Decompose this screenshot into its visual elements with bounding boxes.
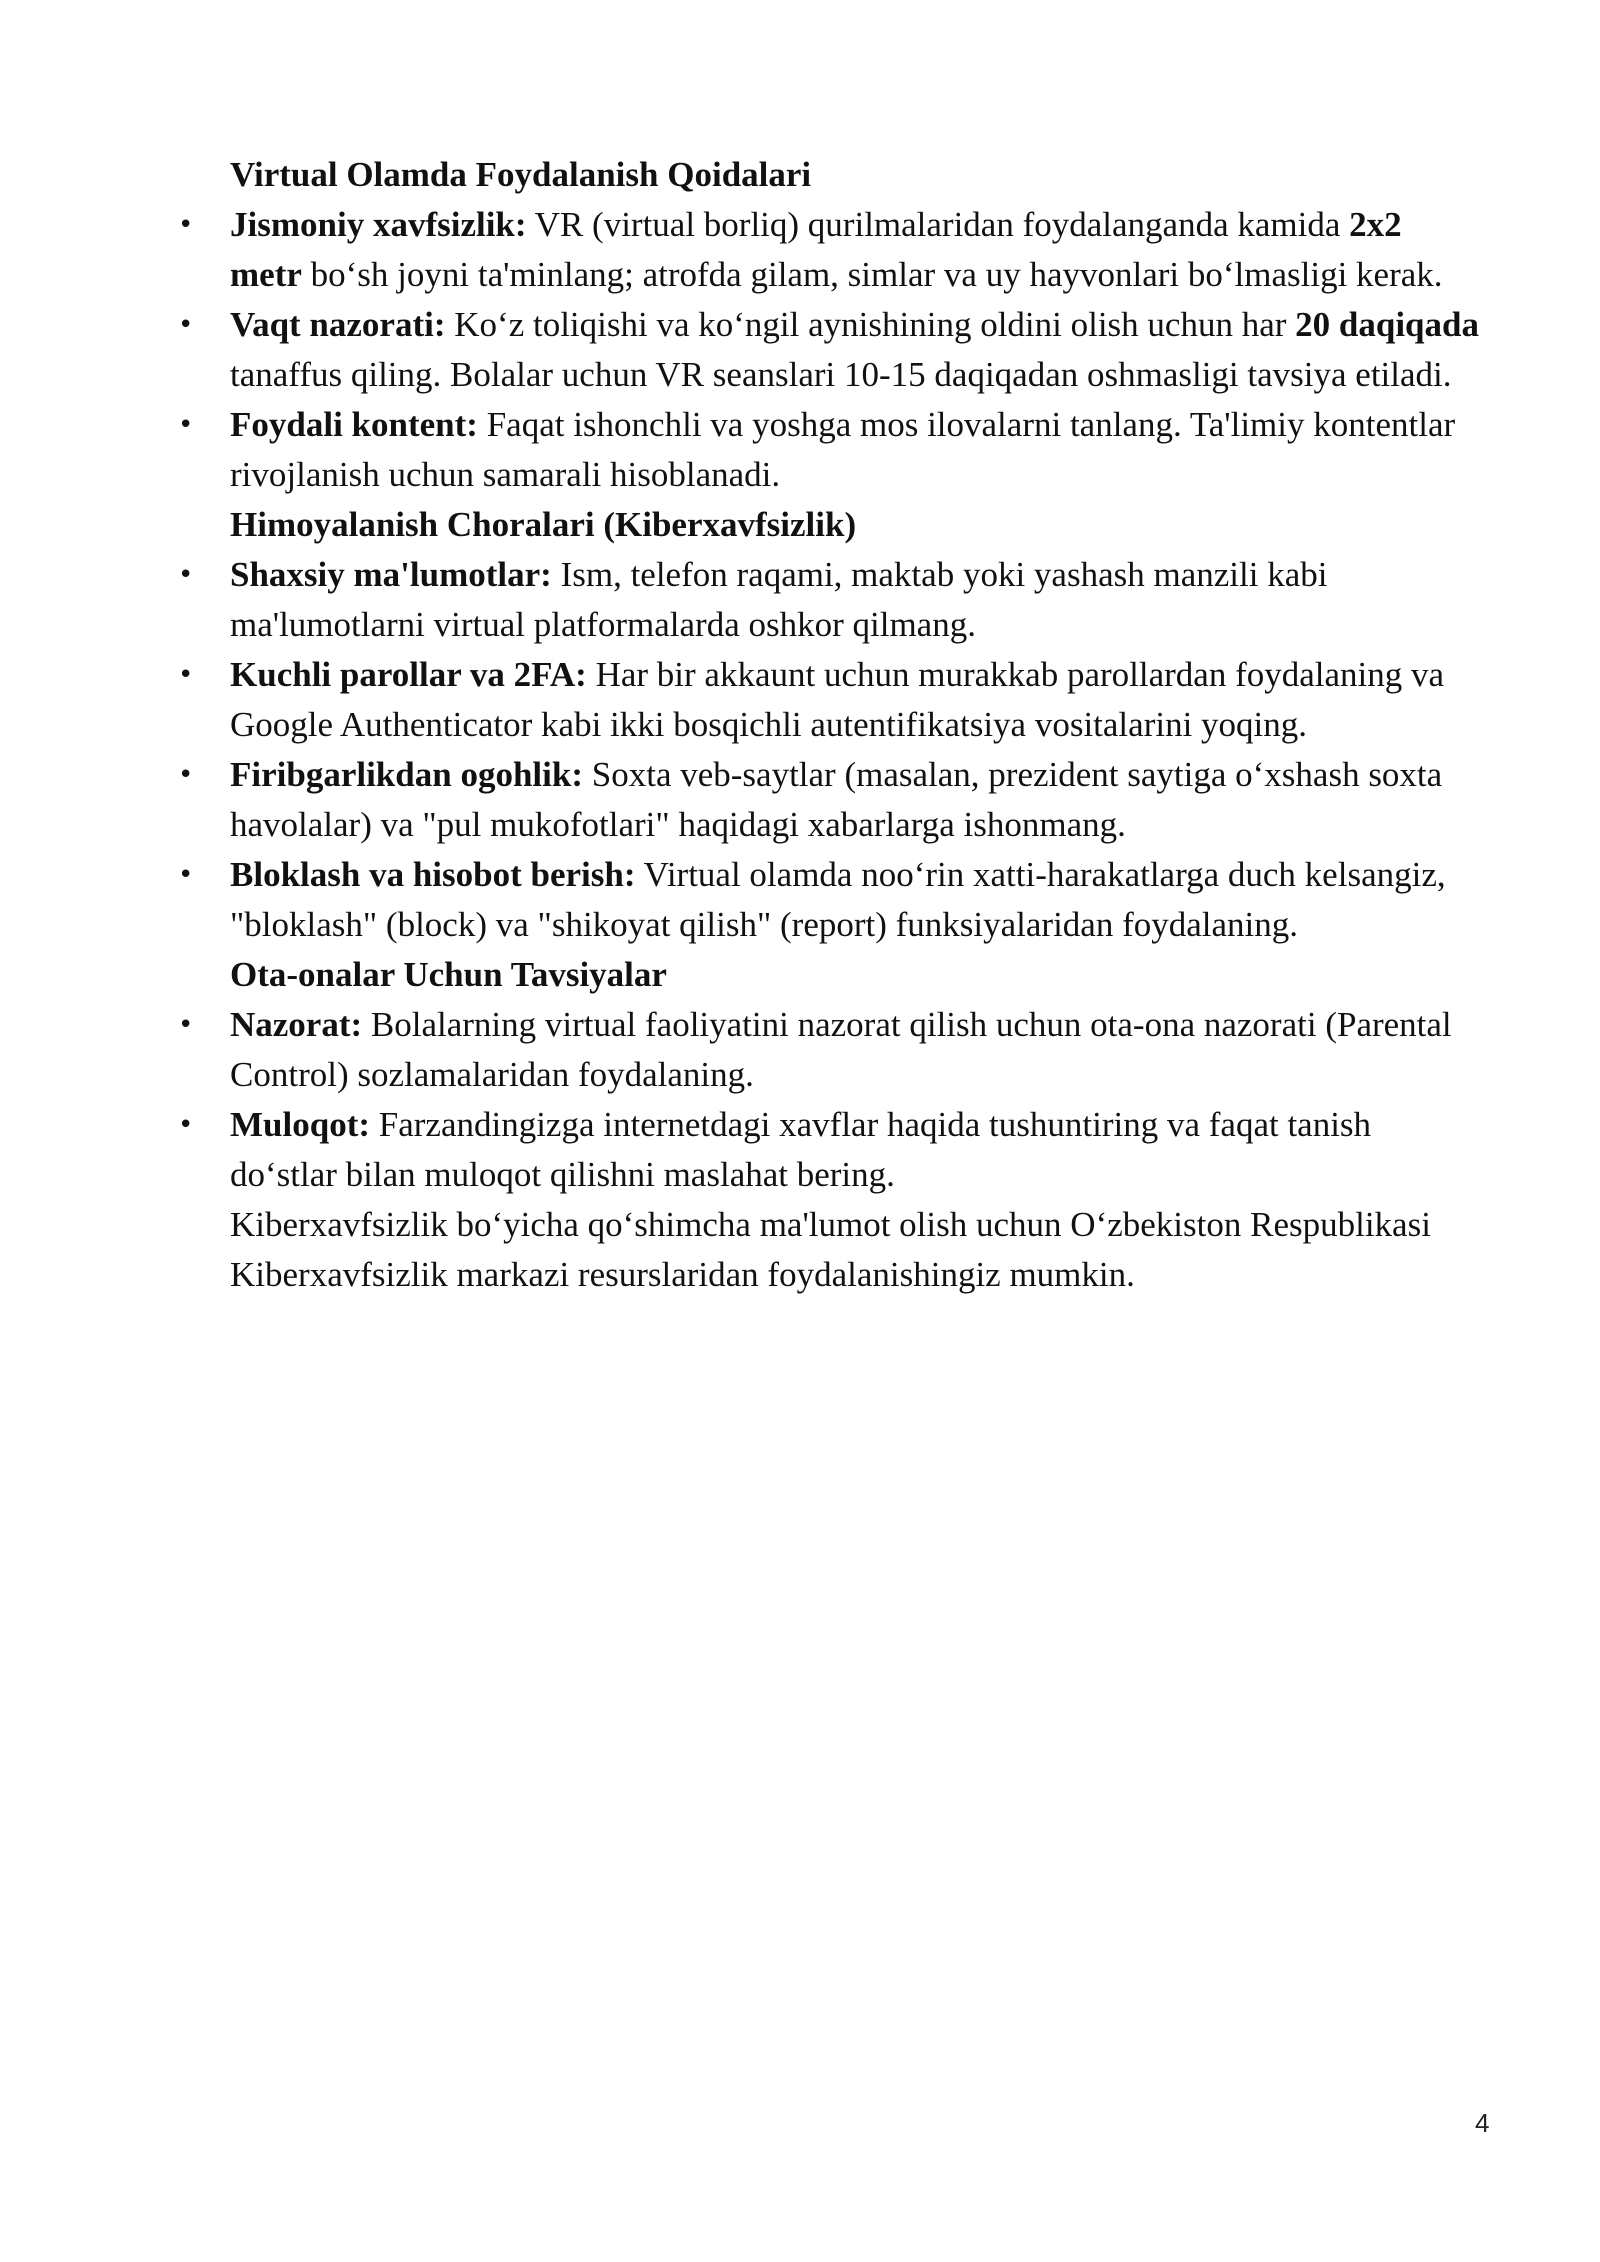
list-item (178, 300, 1480, 400)
item-text: tanaffus qiling. Bolalar uchun VR seanslari 10-15 daqiqadan oshmasligi tavsiya etiladi. (230, 355, 1452, 394)
bullet-marker: • (178, 1010, 194, 1040)
item-text: Soxta veb-saytlar (masalan, prezident saytiga o‘xshash soxta havolalar) va "pul mukofotlari" haqidagi xabarlarga ishonmang. (230, 755, 1443, 844)
item-text: Ism, telefon raqami, maktab yoki yashash manzili kabi ma'lumotlarni virtual platformalarda oshkor qilmang. (230, 555, 1328, 644)
bullet-marker: • (178, 660, 194, 690)
item-term: Kuchli parollar va 2FA: (230, 655, 587, 694)
list-item (178, 750, 1480, 850)
page-number: 4 (1475, 2108, 1490, 2138)
list-item (178, 650, 1480, 750)
item-term: Nazorat: (230, 1005, 363, 1044)
bullet-marker: • (178, 560, 194, 590)
list-item (178, 200, 1480, 300)
list-item (178, 1000, 1480, 1100)
item-text: Har bir akkaunt uchun murakkab parollardan foydalaning va Google Authenticator kabi ikki bosqichli autentifikatsiya vositalarini yoqing. (230, 655, 1445, 744)
item-term: Jismoniy xavfsizlik: (230, 205, 527, 244)
item-term: Bloklash va hisobot berish: (230, 855, 636, 894)
bullet-list (178, 550, 1480, 950)
item-term: Muloqot: (230, 1105, 370, 1144)
bullet-list (178, 1000, 1480, 1200)
list-item (178, 400, 1480, 500)
section-heading: Ota-onalar Uchun Tavsiyalar (230, 955, 667, 994)
item-text: Virtual olamda noo‘rin xatti-harakatlarga duch kelsangiz, "bloklash" (block) va "shikoyat qilish" (report) funksiyalaridan foydalaning. (230, 855, 1446, 944)
item-term: Foydali kontent: (230, 405, 478, 444)
page-content (178, 150, 1480, 1300)
bullet-marker: • (178, 410, 194, 440)
list-item (178, 550, 1480, 650)
bullet-marker: • (178, 760, 194, 790)
item-text: bo‘sh joyni ta'minlang; atrofda gilam, simlar va uy hayvonlari bo‘lmasligi kerak. (301, 255, 1443, 294)
item-text: Faqat ishonchli va yoshga mos ilovalarni tanlang. Ta'limiy kontentlar rivojlanish uchun samarali hisoblanadi. (230, 405, 1456, 494)
section-heading: Himoyalanish Choralari (Kiberxavfsizlik) (230, 505, 857, 544)
item-term: Vaqt nazorati: (230, 305, 446, 344)
item-text: VR (virtual borliq) qurilmalaridan foydalanganda kamida (526, 205, 1350, 244)
item-term: Shaxsiy ma'lumotlar: (230, 555, 552, 594)
closing-paragraph: Kiberxavfsizlik bo‘yicha qo‘shimcha ma'lumot olish uchun O‘zbekiston Respublikasi Kiberxavfsizlik markazi resurslaridan foydalanishingiz mumkin. (230, 1205, 1431, 1294)
item-term: Firibgarlikdan ogohlik: (230, 755, 583, 794)
item-text: Farzandingizga internetdagi xavflar haqida tushuntiring va faqat tanish do‘stlar bilan muloqot qilishni maslahat bering. (230, 1105, 1372, 1194)
bullet-marker: • (178, 860, 194, 890)
bullet-marker: • (178, 1110, 194, 1140)
bullet-marker: • (178, 310, 194, 340)
item-text: Bolalarning virtual faoliyatini nazorat qilish uchun ota-ona nazorati (Parental Control) sozlamalaridan foydalaning. (230, 1005, 1452, 1094)
item-text: Ko‘z toliqishi va ko‘ngil aynishining oldini olish uchun har (445, 305, 1296, 344)
bullet-marker: • (178, 210, 194, 240)
bullet-list (178, 200, 1480, 500)
section-heading: Virtual Olamda Foydalanish Qoidalari (230, 155, 812, 194)
item-emphasis: 2x2 metr (230, 205, 1402, 294)
list-item (178, 1100, 1480, 1200)
list-item (178, 850, 1480, 950)
item-emphasis: 20 daqiqada (1295, 305, 1479, 344)
